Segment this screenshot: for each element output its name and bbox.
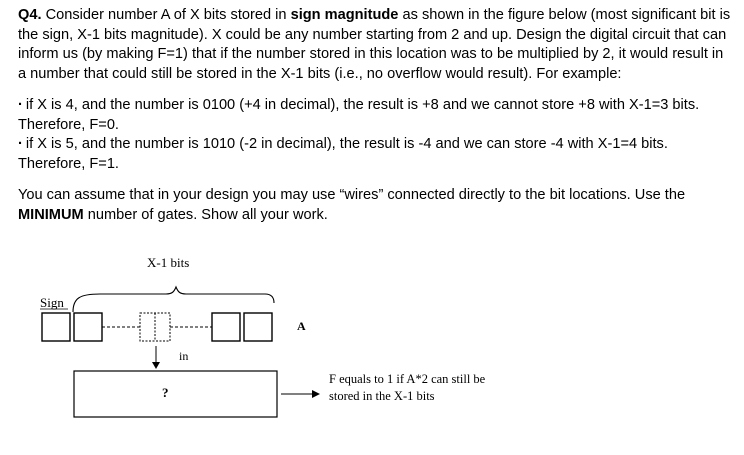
output-arrow-icon	[312, 390, 320, 398]
magnitude-bit-box	[244, 313, 272, 341]
sign-bit-box	[42, 313, 70, 341]
input-arrow-icon	[152, 362, 160, 369]
sign-label: Sign	[40, 295, 64, 310]
bullet-icon: ·	[18, 97, 23, 113]
register-label: A	[297, 319, 306, 333]
bullet-icon: ·	[18, 136, 23, 152]
magnitude-bit-box	[74, 313, 102, 341]
question-intro: Q4. Consider number A of X bits stored in sign magnitude as shown in the figure below (most significant bit is the sign, X-1 bits magnitude). X could be any number starting from 2 and up. Design the digital circuit that can inform us (by making F=1) that if the number stored in this location was to be multiplied by 2, it would result in a number that could still be stored in the X-1 bits (i.e., no overflow would result). For example:	[18, 7, 731, 82]
magnitude-label: X-1 bits	[147, 255, 190, 270]
example-2: · if X is 5, and the number is 1010 (-2 in decimal), the result is -4 and we can store -4 with X-1=4 bits. Therefore, F=1.	[18, 136, 668, 172]
sign-magnitude-term: sign magnitude	[290, 7, 399, 23]
input-label: in	[179, 349, 189, 363]
magnitude-bit-box	[212, 313, 240, 341]
minimum-term: MINIMUM	[18, 206, 84, 223]
magnitude-brace	[73, 287, 274, 312]
example-1: · if X is 4, and the number is 0100 (+4 in decimal), the result is +8 and we cannot store +8 with X-1=3 bits. Therefore, F=0.	[18, 97, 700, 133]
output-description-line2: stored in the X-1 bits	[329, 389, 435, 403]
output-description-line1: F equals to 1 if A*2 can still be	[329, 372, 486, 386]
question-instructions: You can assume that in your design you may use “wires” connected directly to the bit locations. Use the MINIMUM number of gates. Show all your work.	[18, 187, 686, 223]
question-label: Q4.	[18, 7, 42, 23]
circuit-block	[74, 371, 277, 417]
circuit-label: ?	[162, 385, 169, 400]
